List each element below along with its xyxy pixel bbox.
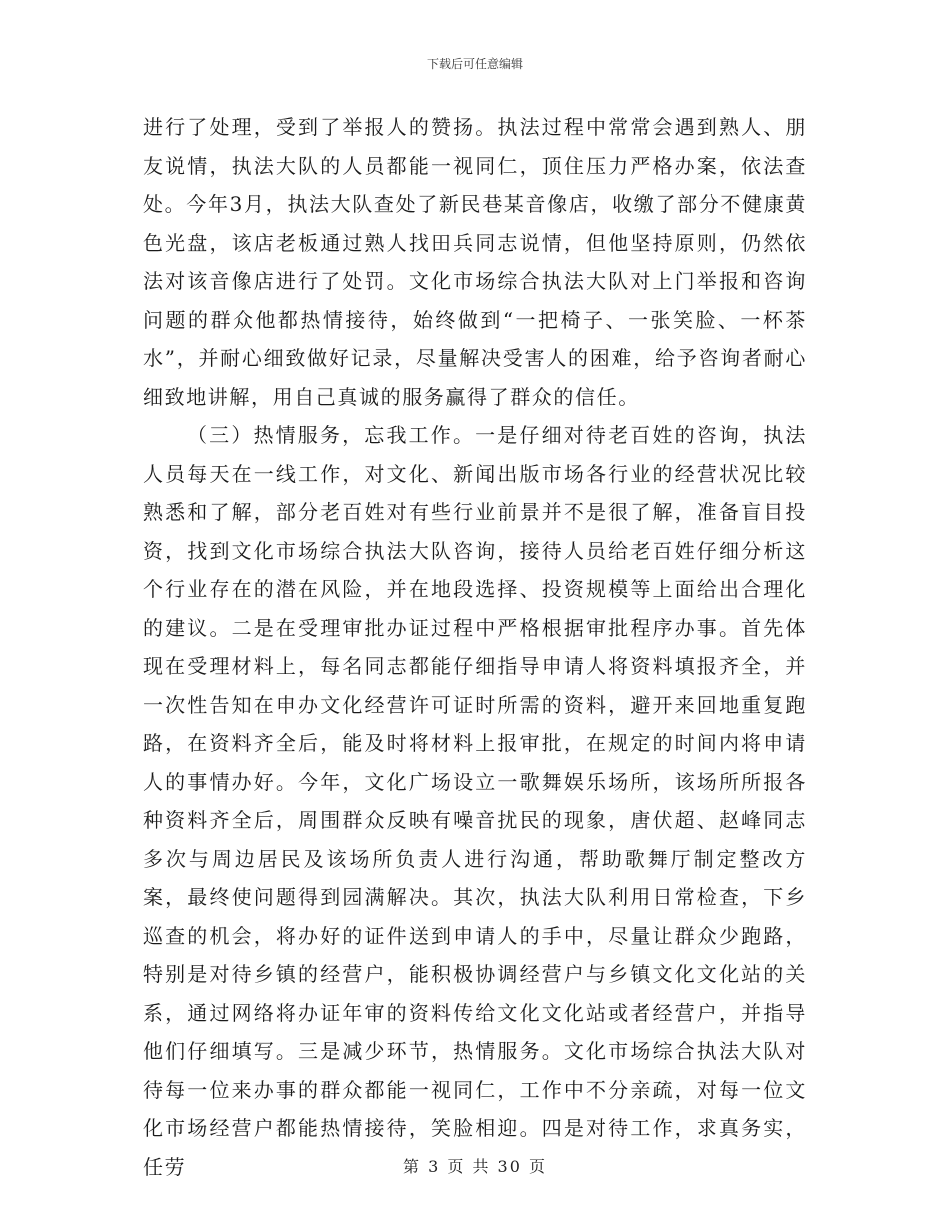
page-header-note: 下载后可任意编辑 bbox=[426, 57, 523, 71]
page-number-footer: 第 3 页 共 30 页 bbox=[403, 1157, 547, 1176]
paragraph-continued: 进行了处理，受到了举报人的赞扬。执法过程中常常会遇到熟人、朋友说情，执法大队的人员都能一视同仁，顶住压力严格办案，依法查处。今年3月，执法大队查处了新民巷某音像店，收缴了部分不健康黄色光盘，该店老板通过熟人找田兵同志说情，但他坚持原则，仍然依法对该音像店进行了处罚。文化市场综合执法大队对上门举报和咨询问题的群众他都热情接待，始终做到“一把椅子、一张笑脸、一杯茶水”，并耐心细致做好记录，尽量解决受害人的困难，给予咨询者耐心细致地讲解，用自己真诚的服务赢得了群众的信任。 bbox=[143, 115, 807, 409]
paragraph-section-3: （三）热情服务，忘我工作。一是仔细对待老百姓的咨询，执法人员每天在一线工作，对文化、新闻出版市场各行业的经营状况比较熟悉和了解，部分老百姓对有些行业前景并不是很了解，准备盲目投资，找到文化市场综合执法大队咨询，接待人员给老百姓仔细分析这个行业存在的潜在风险，并在地段选择、投资规模等上面给出合理化的建议。二是在受理审批办证过程中严格根据审批程序办事。首先体现在受理材料上，每名同志都能仔细指导申请人将资料填报齐全，并一次性告知在申办文化经营许可证时所需的资料，避开来回地重复跑路，在资料齐全后，能及时将材料上报审批，在规定的时间内将申请人的事情办好。今年，文化广场设立一歌舞娱乐场所，该场所所报各种资料齐全后，周围群众反映有噪音扰民的现象，唐伏超、赵峰同志多次与周边居民及该场所负责人进行沟通，帮助歌舞厅制定整改方案，最终使问题得到园满解决。其次，执法大队利用日常检查，下乡巡查的机会，将办好的证件送到申请人的手中，尽量让群众少跑路，特别是对待乡镇的经营户，能积极协调经营户与乡镇文化文化站的关系，通过网络将办证年审的资料传给文化文化站或者经营户，并指导他们仔细填写。三是减少环节，热情服务。文化市场综合执法大队对待每一位来办事的群众都能一视同仁，工作中不分亲疏，对每一位文化市场经营户都能热情接待，笑脸相迎。四是对待工作，求真务实，任劳 bbox=[143, 423, 807, 1179]
document-body bbox=[143, 108, 807, 1186]
